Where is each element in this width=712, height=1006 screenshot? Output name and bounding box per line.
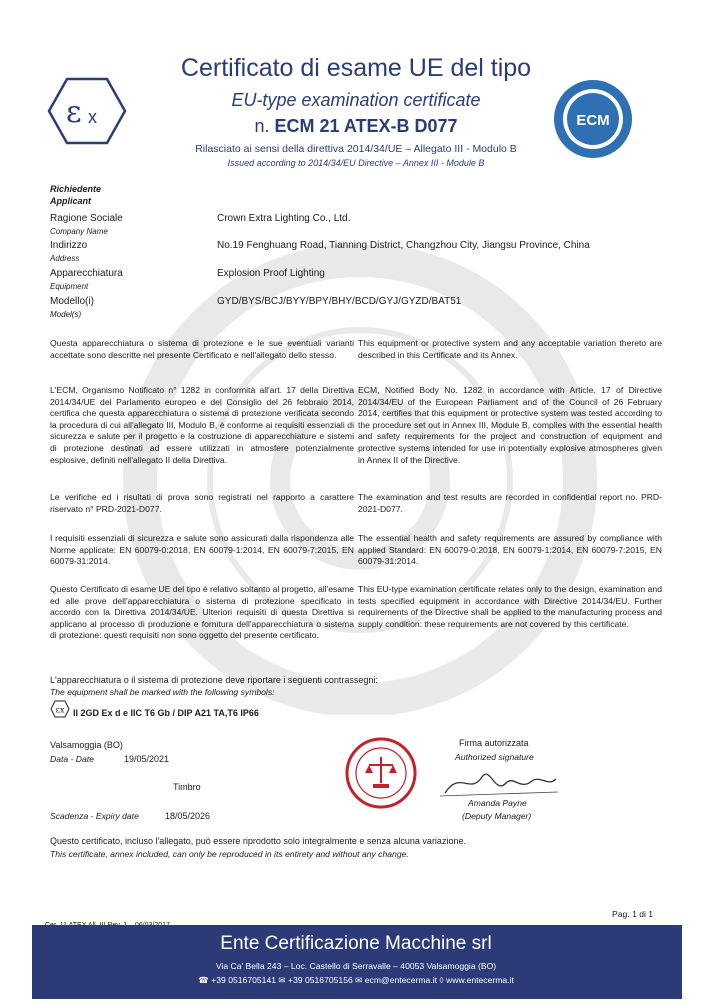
issue-place: Valsamoggia (BO): [50, 740, 123, 750]
expiry-date: 18/05/2026: [165, 811, 211, 821]
company-name-label: Ragione Sociale: [50, 213, 123, 224]
address-label: Indirizzo: [50, 240, 88, 251]
fax-icon: ✉: [278, 975, 286, 985]
paragraph-3-en: The essential health and safety requirements are assured by compliance with applied Standard: EN 60079-0:2018, EN 60079-1:2014, EN 60079-7:2015, EN 60079-31:2014.: [358, 533, 662, 567]
certification-watermark: [80, 245, 640, 715]
paragraph-4-en: This EU-type examination certificate relates only to the design, examination and tests specified equipment in accordance with Directive 2014/34/EU. Further requirements of the Directive shall be applied to the manufacturing process and supply condition: these requirements are not covered by this certificate.: [358, 584, 662, 629]
reproduction-note-en: This certificate, annex included, can only be reproduced in its entirety and without any change.: [50, 849, 409, 859]
certificate-title: Certificato di esame UE del tipo: [180, 54, 532, 82]
equipment-label: Apparecchiatura: [50, 268, 123, 279]
cert-number-value: ECM 21 ATEX-B D077: [274, 116, 458, 136]
paragraph-4-it: Questo Certificato di esame UE del tipo è relativo soltanto al progetto, all'esame ed alle prove dell'apparecchiatura o sistema di protezione specificato in accordo con la Direttiva 2014/34/UE. Ulteriori requisiti di questa Direttiva si applicano al processo di produzione e fornitura dell'apparecchiatura o sistema di protezione: questi requisiti non sono oggetto del presente certificato.: [50, 584, 355, 641]
phone-icon: ☎: [198, 975, 209, 985]
equipment-label-en: Equipment: [50, 282, 89, 291]
email-icon: ✉: [355, 975, 363, 985]
signatory-label-en: Authorized signature: [455, 752, 534, 762]
footer-company: Ente Certificazione Macchine srl: [220, 933, 492, 954]
signer-name: Amanda Payne: [468, 798, 527, 808]
ecm-seal-text: ECM: [576, 112, 610, 129]
expiry-label: Scadenza - Expiry date: [50, 811, 139, 821]
footer-web[interactable]: www.entecerma.it: [446, 975, 514, 985]
svg-text:x: x: [88, 107, 97, 127]
address-value: No.19 Fenghuang Road, Tianning District, Changzhou City, Jiangsu Province, China: [217, 240, 590, 251]
certificate-subtitle: EU-type examination certificate: [231, 90, 481, 110]
footer-email[interactable]: ecm@entecerma.it: [364, 975, 437, 985]
models-label-en: Model(s): [50, 310, 82, 319]
footer-address: Via Ca' Bella 243 – Loc. Castello di Serravalle – 40053 Valsamoggia (BO): [215, 961, 497, 971]
footer-fax: +39 0516705156: [288, 975, 353, 985]
equipment-value: Explosion Proof Lighting: [217, 268, 325, 279]
footer-contacts: [0, 975, 712, 986]
web-icon: ◊: [439, 975, 444, 985]
models-value: GYD/BYS/BCJ/BYY/BPY/BHY/BCD/GYJ/GYZD/BAT51: [217, 296, 462, 307]
models-label: Modello(i): [50, 296, 94, 307]
issued-note-en: Issued according to 2014/34/EU Directive – Annex III - Module B: [227, 158, 485, 168]
signatory-label: Firma autorizzata: [459, 738, 529, 748]
cert-prefix: n.: [254, 116, 275, 136]
handwritten-signature: [440, 765, 560, 801]
svg-text:εx: εx: [55, 705, 65, 715]
company-name-label-en: Company Name: [50, 227, 108, 236]
reproduction-note-it: Questo certificato, incluso l'allegato, può essere riprodotto solo integralmente e senza alcuna variazione.: [50, 836, 466, 846]
page-number: Pag. 1 di 1: [612, 909, 654, 919]
applicant-heading-en: Applicant: [50, 196, 92, 206]
paragraph-2-it: L'ECM, Organismo Notificato n° 1282 in conformità all'art. 17 della Direttiva 2014/34/UE del Parlamento europeo e del Consiglio del 26 febbraio 2014, certifica che questa apparecchiatura o sistema di protezione verificata secondo la procedura di cui all'allegato III, Modulo B, è conforme ai requisiti essenziali di sicurezza e salute per il progetto e la costruzione di apparecchiature e sistemi di protezione destinati ad essere utilizzati in atmosfere potenzialmente esplosive, definiti nell'allegato II della Direttiva.: [50, 385, 354, 465]
footer-phone: +39 0516705141: [211, 975, 277, 985]
marking-symbols: II 2GD Ex d e IIC T6 Gb / DIP A21 TA,T6 IP66: [73, 708, 259, 718]
issue-date: 19/05/2021: [124, 754, 170, 764]
address-label-en: Address: [50, 254, 80, 263]
stamp-label: Timbro: [173, 782, 201, 792]
paragraph-2-en: ECM, Notified Body No. 1282 in accordance with Article. 17 of Directive 2014/34/EU of the European Parliament and of the Council of 26 February 2014, certifies that this equipment or protective system was tested according to the procedure set out in Annex III, Module B, complies with the essential health and safety requirements for the project and construction of equipment and protective systems intended for use in potentially explosive atmospheres given in Annex II of the Directive.: [358, 385, 662, 465]
ecm-accreditation-seal: [552, 78, 634, 160]
paragraph-2-en-report: The examination and test results are recorded in confidential report no. PRD-2021-D077.: [358, 492, 662, 514]
svg-text:ε: ε: [66, 95, 82, 130]
paragraph-2-it-report: Le verifiche ed i risultati di prova sono registrati nel rapporto a carattere riservato n° PRD-2021-D077.: [50, 492, 354, 514]
marking-intro-en: The equipment shall be marked with the following symbols:: [50, 687, 275, 697]
applicant-heading-it: Richiedente: [50, 184, 102, 194]
company-name-value: Crown Extra Lighting Co., Ltd.: [217, 213, 351, 224]
paragraph-1-it: Questa apparecchiatura o sistema di protezione e le sue eventuali varianti accettate sono descritte nel presente Certificato e nell'allegato dello stesso.: [50, 338, 354, 360]
signer-role: (Deputy Manager): [462, 811, 532, 821]
ex-marking-icon: [50, 700, 70, 718]
paragraph-3-it: I requisiti essenziali di sicurezza e salute sono assicurati dalla rispondenza alle Norme applicate: EN 60079-0:2018, EN 60079-1:2014, EN 60079-7:2015, EN 60079-31:2014.: [50, 533, 354, 567]
marking-intro-it: L'apparecchiatura o il sistema di protezione deve riportare i seguenti contrassegni:: [50, 675, 378, 685]
official-red-stamp: [345, 737, 417, 809]
issued-note-it: Rilasciato ai sensi della direttiva 2014/34/UE – Allegato III - Modulo B: [195, 143, 517, 155]
issue-date-label: Data - Date: [50, 754, 94, 764]
paragraph-1-en: This equipment or protective system and any acceptable variation thereto are described in this Certificate and its Annex.: [358, 338, 662, 360]
